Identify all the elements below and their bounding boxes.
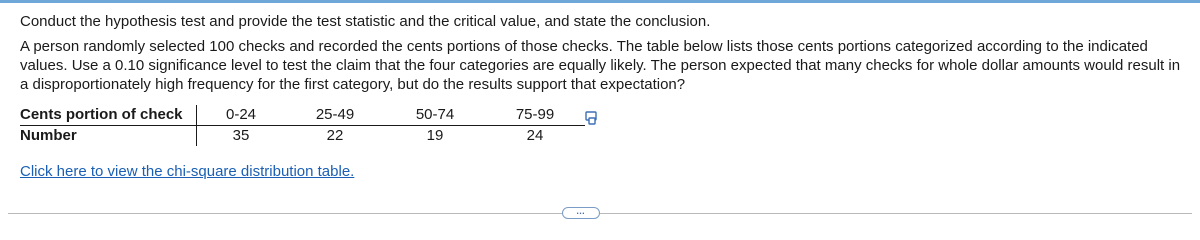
- more-button[interactable]: …: [562, 207, 600, 219]
- table-category: 25-49: [285, 105, 385, 126]
- table-value: 22: [326, 127, 344, 144]
- table-value: 19: [426, 127, 444, 144]
- table-value: 24: [526, 127, 544, 144]
- table-category: 75-99: [485, 105, 585, 126]
- table-category: 50-74: [385, 105, 485, 126]
- chi-square-table-link[interactable]: Click here to view the chi-square distribution table.: [20, 163, 355, 180]
- table-row: [20, 126, 585, 147]
- table-header-row: [20, 105, 585, 126]
- copy-icon[interactable]: [585, 111, 598, 125]
- top-divider: [0, 0, 1200, 3]
- table-header-label: Cents portion of check: [20, 105, 197, 126]
- table-category: 0-24: [197, 105, 286, 126]
- question-instruction: Conduct the hypothesis test and provide the test statistic and the critical value, and state the conclusion.: [20, 13, 711, 30]
- table-row-label: Number: [20, 126, 197, 147]
- question-text: [20, 12, 1185, 94]
- data-table: [20, 105, 585, 146]
- table-value: 35: [232, 127, 250, 144]
- question-body: A person randomly selected 100 checks and recorded the cents portions of those checks. The table below lists those cents portions categorized according to the indicated values. Use a 0.10 significance level to test the claim that the four categories are equally likely. The person expected that many checks for whole dollar amounts would result in a disproportionately high frequency for the first category, but do the results support that expectation?: [20, 38, 1181, 93]
- bottom-divider: [8, 213, 1192, 214]
